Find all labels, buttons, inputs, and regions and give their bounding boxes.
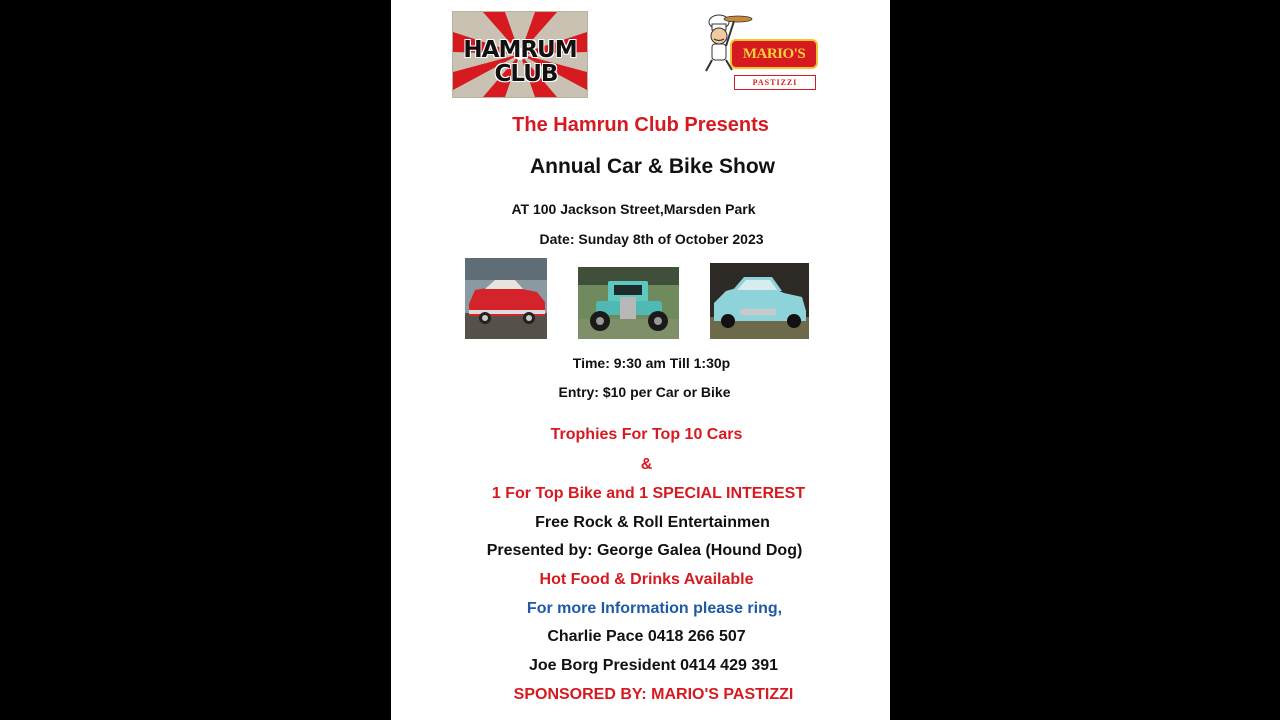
hamrun-club-logo <box>452 11 588 98</box>
contact-charlie: Charlie Pace 0418 266 507 <box>547 628 746 645</box>
sponsored-line: SPONSORED BY: MARIO'S PASTIZZI <box>513 686 794 703</box>
event-title: Annual Car & Bike Show <box>529 155 776 178</box>
contact-joe: Joe Borg President 0414 429 391 <box>528 657 779 674</box>
event-date: Date: Sunday 8th of October 2023 <box>539 231 764 247</box>
logo-word-hamrum: HAMRUM <box>463 37 577 63</box>
red-classic-car-photo <box>465 258 547 339</box>
food-line: Hot Food & Drinks Available <box>539 571 754 588</box>
bike-special-line: 1 For Top Bike and 1 SPECIAL INTEREST <box>491 485 806 502</box>
presents-heading: The Hamrun Club Presents <box>512 114 769 136</box>
entry-fee: Entry: $10 per Car or Bike <box>558 384 731 400</box>
trophies-line: Trophies For Top 10 Cars <box>550 426 743 443</box>
event-address: AT 100 Jackson Street,Marsden Park <box>511 201 756 217</box>
entertainment-line: Free Rock & Roll Entertainmen <box>535 514 770 531</box>
event-time: Time: 9:30 am Till 1:30p <box>572 355 731 371</box>
info-line: For more Information please ring, <box>526 600 783 617</box>
teal-hot-rod-photo <box>578 267 679 339</box>
flyer-page <box>391 0 890 720</box>
logo-word-club: CLUB <box>494 61 558 87</box>
sponsor-logo-name: MARIO'S <box>730 39 818 69</box>
sponsor-logo-sub: PASTIZZI <box>734 75 816 90</box>
light-blue-sedan-photo <box>710 263 809 339</box>
presenter-line: Presented by: George Galea (Hound Dog) <box>486 542 803 559</box>
marios-pastizzi-logo <box>696 13 826 93</box>
ampersand-line: & <box>640 456 653 473</box>
